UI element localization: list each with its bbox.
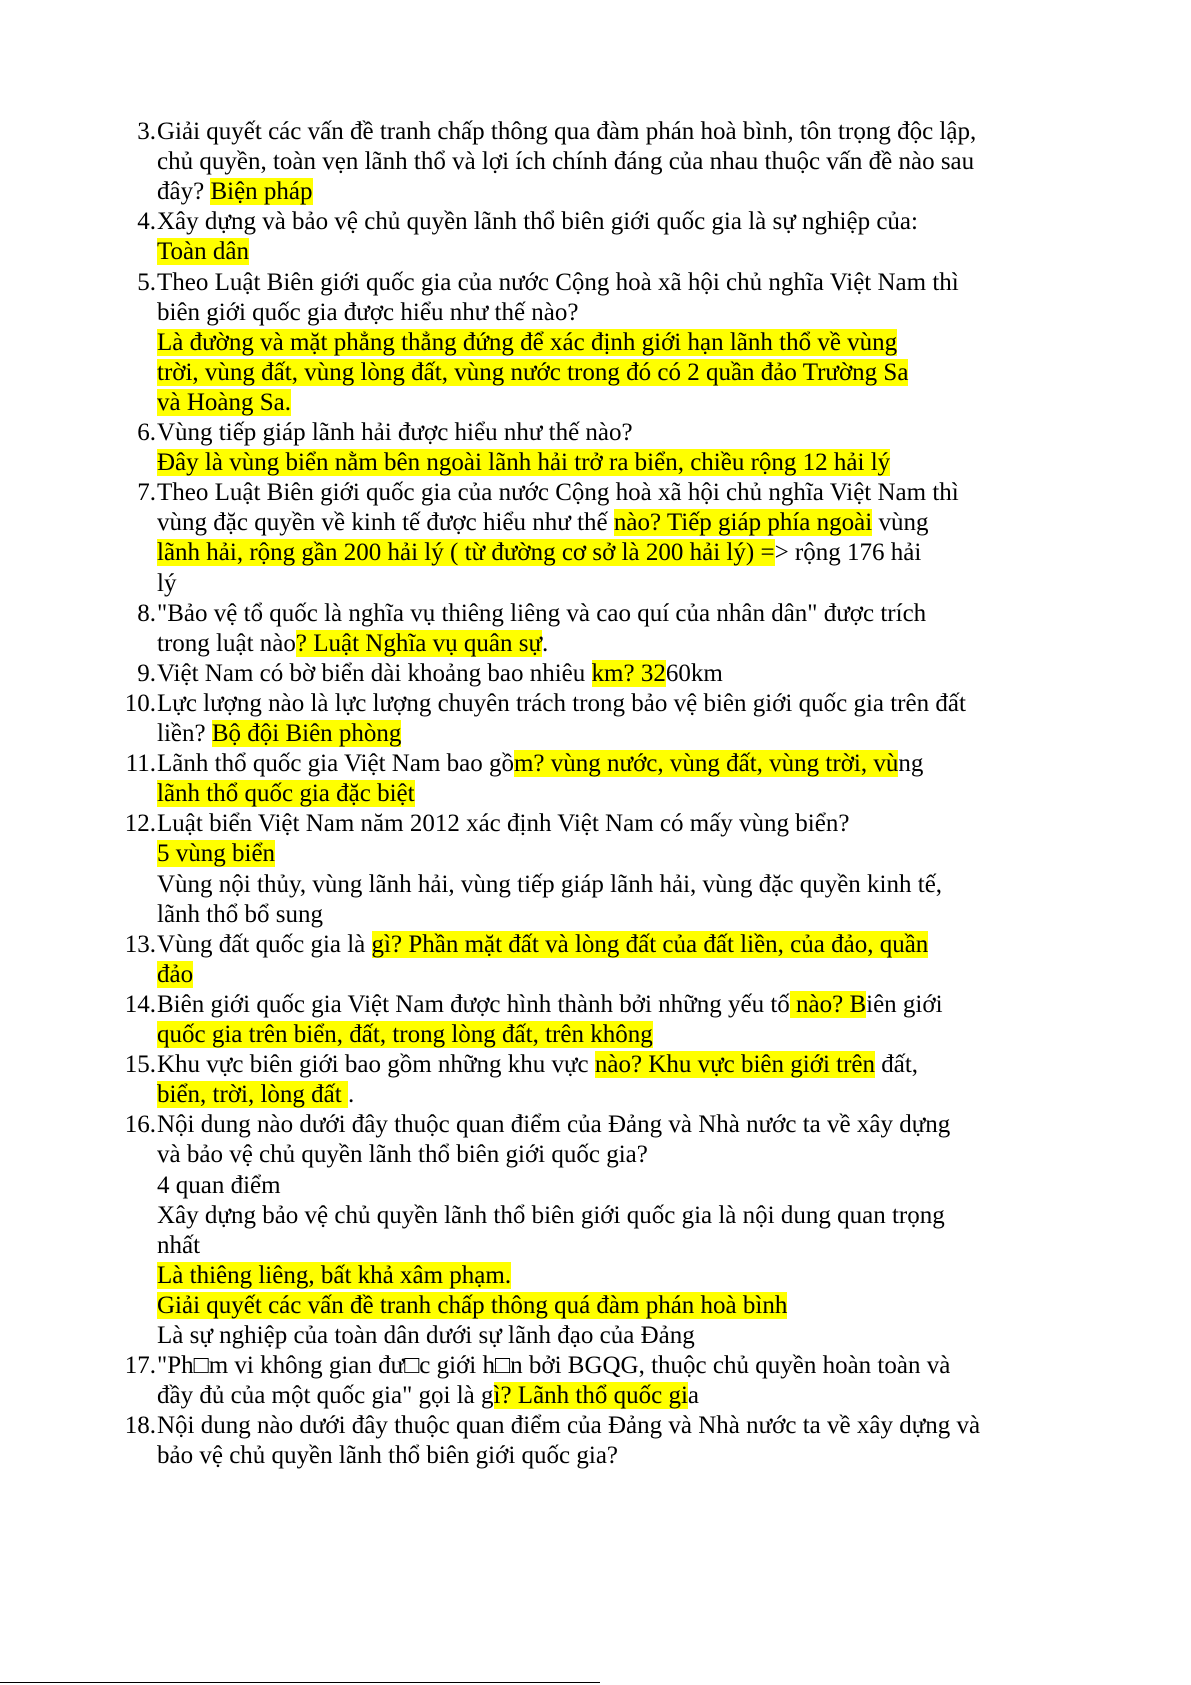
text-run: "Ph□m vi không gian đư□c giới h□n bởi BGQG, thuộc chủ quyền hoàn toàn và xyxy=(157,1352,951,1380)
question-text xyxy=(157,1049,918,1081)
text-run: Luật biển Việt Nam năm 2012 xác định Việt Nam có mấy vùng biển? xyxy=(157,810,850,838)
highlighted-answer: 5 vùng biển xyxy=(157,840,276,868)
text-run: lý xyxy=(157,569,177,597)
question-text xyxy=(157,1139,648,1171)
text-run: Lực lượng nào là lực lượng chuyên trách trong bảo vệ biên giới quốc gia trên đất xyxy=(157,689,966,717)
question-text xyxy=(157,417,633,449)
question-text xyxy=(157,1019,653,1051)
text-run: ng xyxy=(898,750,924,778)
question-number: 6. xyxy=(137,419,156,446)
question-text xyxy=(157,1260,511,1292)
text-run: 4 quan điểm xyxy=(157,1171,281,1199)
highlighted-answer: m? vùng nước, vùng đất, vùng trời, vù xyxy=(513,750,899,778)
text-run: vùng xyxy=(872,509,929,537)
text-run: và bảo vệ chủ quyền lãnh thổ biên giới quốc gia? xyxy=(157,1141,648,1169)
question-text xyxy=(157,748,923,780)
text-run: Nội dung nào dưới đây thuộc quan điểm của Đảng và Nhà nước ta về xây dựng và xyxy=(157,1412,981,1440)
highlighted-answer: biển, trời, lòng đất xyxy=(157,1081,348,1109)
text-run: lãnh thổ bổ sung xyxy=(157,900,323,928)
question-text xyxy=(157,568,176,600)
text-run: Là sự nghiệp của toàn dân dưới sự lãnh đạo của Đảng xyxy=(157,1322,695,1349)
question-number: 14. xyxy=(124,990,156,1018)
highlighted-answer: Toàn dân xyxy=(157,238,249,266)
text-run: Khu vực biên giới bao gồm những khu vực xyxy=(157,1051,595,1079)
text-run: Xây dựng bảo vệ chủ quyền lãnh thổ biên giới quốc gia là nội dung quan trọng xyxy=(157,1201,945,1229)
question-text xyxy=(157,206,918,238)
text-run: . xyxy=(347,1081,355,1109)
text-run: đất, xyxy=(875,1051,919,1079)
question-text xyxy=(157,176,313,208)
text-run: vùng đặc quyền về kinh tế được hiểu như thế xyxy=(157,509,614,537)
text-run: chủ quyền, toàn vẹn lãnh thổ và lợi ích chính đáng của nhau thuộc vấn đề nào sau xyxy=(157,148,975,176)
question-text xyxy=(157,989,943,1021)
highlighted-answer: km? 32 xyxy=(591,659,666,687)
question-text xyxy=(157,658,723,690)
question-number: 11. xyxy=(125,750,156,778)
question-text xyxy=(157,357,908,389)
question-text xyxy=(157,507,928,539)
question-number: 3. xyxy=(137,118,156,145)
text-run: Vùng nội thủy, vùng lãnh hải, vùng tiếp giáp lãnh hải, vùng đặc quyền kinh tế, xyxy=(157,870,943,898)
question-text xyxy=(157,778,415,810)
text-run: Theo Luật Biên giới quốc gia của nước Cộng hoà xã hội chủ nghĩa Việt Nam thì xyxy=(157,268,959,296)
question-text xyxy=(157,718,401,750)
question-number: 13. xyxy=(124,930,156,958)
text-run: trong luật nào xyxy=(157,629,296,657)
question-text xyxy=(157,387,291,419)
question-text xyxy=(157,628,548,660)
text-run: a xyxy=(687,1382,700,1410)
question-text xyxy=(157,1200,945,1232)
highlighted-answer: đảo xyxy=(157,960,194,988)
highlighted-answer: Giải quyết các vấn đề tranh chấp thông quá đàm phán hoà bình xyxy=(157,1291,788,1319)
question-text xyxy=(157,838,275,870)
text-run: Vùng đất quốc gia là xyxy=(157,930,372,958)
text-run: 60km xyxy=(665,659,723,687)
question-text xyxy=(157,297,578,329)
highlighted-answer: Bộ đội Biên phòng xyxy=(211,720,402,747)
question-number: 7. xyxy=(137,479,156,507)
highlighted-answer: trời, vùng đất, vùng lòng đất, vùng nước trong đó có 2 quần đảo Trường Sa xyxy=(157,358,909,386)
text-run: Lãnh thổ quốc gia Việt Nam bao gồ xyxy=(157,750,514,778)
highlighted-answer: Đây là vùng biển nằm bên ngoài lãnh hải trở ra biển, chiều rộng 12 hải lý xyxy=(157,449,891,477)
highlighted-answer: Là thiêng liêng, bất khả xâm phạm. xyxy=(157,1261,512,1289)
text-run: "Bảo vệ tổ quốc là nghĩa vụ thiêng liêng và cao quí của nhân dân" được trích xyxy=(157,599,927,627)
text-run: Nội dung nào dưới đây thuộc quan điểm của Đảng và Nhà nước ta về xây dựng xyxy=(157,1111,951,1139)
highlighted-answer: gì? Phần mặt đất và lòng đất của đất liền, của đảo, quần xyxy=(371,930,929,958)
highlighted-answer: lãnh hải, rộng gần 200 hải lý ( từ đường cơ sở là 200 hải lý) = xyxy=(157,539,775,567)
question-text xyxy=(157,477,959,509)
question-text xyxy=(157,869,942,901)
footer-rule xyxy=(0,1682,600,1683)
question-text xyxy=(157,1440,618,1472)
highlighted-answer: nào? Tiếp giáp phía ngoài xyxy=(613,509,873,537)
question-text xyxy=(157,116,976,148)
question-text xyxy=(157,1350,950,1382)
highlighted-answer: Là đường và mặt phẳng thẳng đứng để xác định giới hạn lãnh thổ về vùng xyxy=(157,328,898,356)
question-text xyxy=(157,267,959,299)
text-run: biên giới quốc gia được hiểu như thế nào? xyxy=(157,298,579,326)
highlighted-answer: ì? Lãnh thổ quốc gi xyxy=(493,1382,688,1410)
question-text xyxy=(157,146,974,178)
text-run: đầy đủ của một quốc gia" gọi là g xyxy=(157,1382,494,1410)
text-run: nhất xyxy=(157,1231,201,1259)
text-run: iên giới xyxy=(866,990,943,1018)
text-run: Vùng tiếp giáp lãnh hải được hiểu như thế nào? xyxy=(157,419,633,446)
question-number: 5. xyxy=(137,268,156,296)
question-text xyxy=(157,447,890,479)
question-number: 12. xyxy=(124,810,156,838)
text-run: Xây dựng và bảo vệ chủ quyền lãnh thổ biên giới quốc gia là sự nghiệp của: xyxy=(157,208,918,236)
question-text xyxy=(157,1410,980,1442)
question-text xyxy=(157,1320,695,1352)
text-run: Theo Luật Biên giới quốc gia của nước Cộng hoà xã hội chủ nghĩa Việt Nam thì xyxy=(157,479,959,507)
question-number: 4. xyxy=(137,208,156,236)
text-run: Giải quyết các vấn đề tranh chấp thông qua đàm phán hoà bình, tôn trọng độc lập, xyxy=(157,118,977,145)
question-number: 10. xyxy=(124,689,156,717)
question-text xyxy=(157,1290,787,1322)
question-number: 17. xyxy=(124,1352,156,1380)
highlighted-answer: lãnh thổ quốc gia đặc biệt xyxy=(157,780,415,808)
text-run: bảo vệ chủ quyền lãnh thổ biên giới quốc gia? xyxy=(157,1442,619,1470)
text-run: > rộng 176 hải xyxy=(774,539,922,567)
question-text xyxy=(157,1230,200,1262)
highlighted-answer: quốc gia trên biển, đất, trong lòng đất, trên không xyxy=(157,1021,653,1048)
question-text xyxy=(157,1170,281,1202)
question-number: 8. xyxy=(137,599,156,627)
question-number: 16. xyxy=(124,1111,156,1139)
text-run: liền? xyxy=(157,720,212,747)
question-text xyxy=(157,808,849,840)
question-text xyxy=(157,236,249,268)
question-text xyxy=(157,899,323,931)
question-number: 15. xyxy=(124,1051,156,1079)
highlighted-answer: nào? B xyxy=(789,990,867,1018)
text-run: đây? xyxy=(157,178,211,206)
question-text xyxy=(157,1380,699,1412)
question-text xyxy=(157,1079,354,1111)
question-text xyxy=(157,598,926,630)
question-text xyxy=(157,929,928,961)
highlighted-answer: Biện pháp xyxy=(210,178,313,206)
text-run: . xyxy=(542,629,549,657)
question-text xyxy=(157,327,897,359)
highlighted-answer: ? Luật Nghĩa vụ quân sự xyxy=(295,629,542,657)
highlighted-answer: và Hoàng Sa. xyxy=(157,388,291,416)
text-run: Biên giới quốc gia Việt Nam được hình thành bởi những yếu tố xyxy=(157,990,790,1018)
question-text xyxy=(157,959,193,991)
text-run: Việt Nam có bờ biển dài khoảng bao nhiêu xyxy=(157,659,592,687)
question-number: 9. xyxy=(137,659,156,687)
highlighted-answer: nào? Khu vực biên giới trên xyxy=(594,1051,876,1079)
question-text xyxy=(157,537,921,569)
question-text xyxy=(157,1109,950,1141)
question-number: 18. xyxy=(124,1412,156,1440)
question-text xyxy=(157,688,966,720)
